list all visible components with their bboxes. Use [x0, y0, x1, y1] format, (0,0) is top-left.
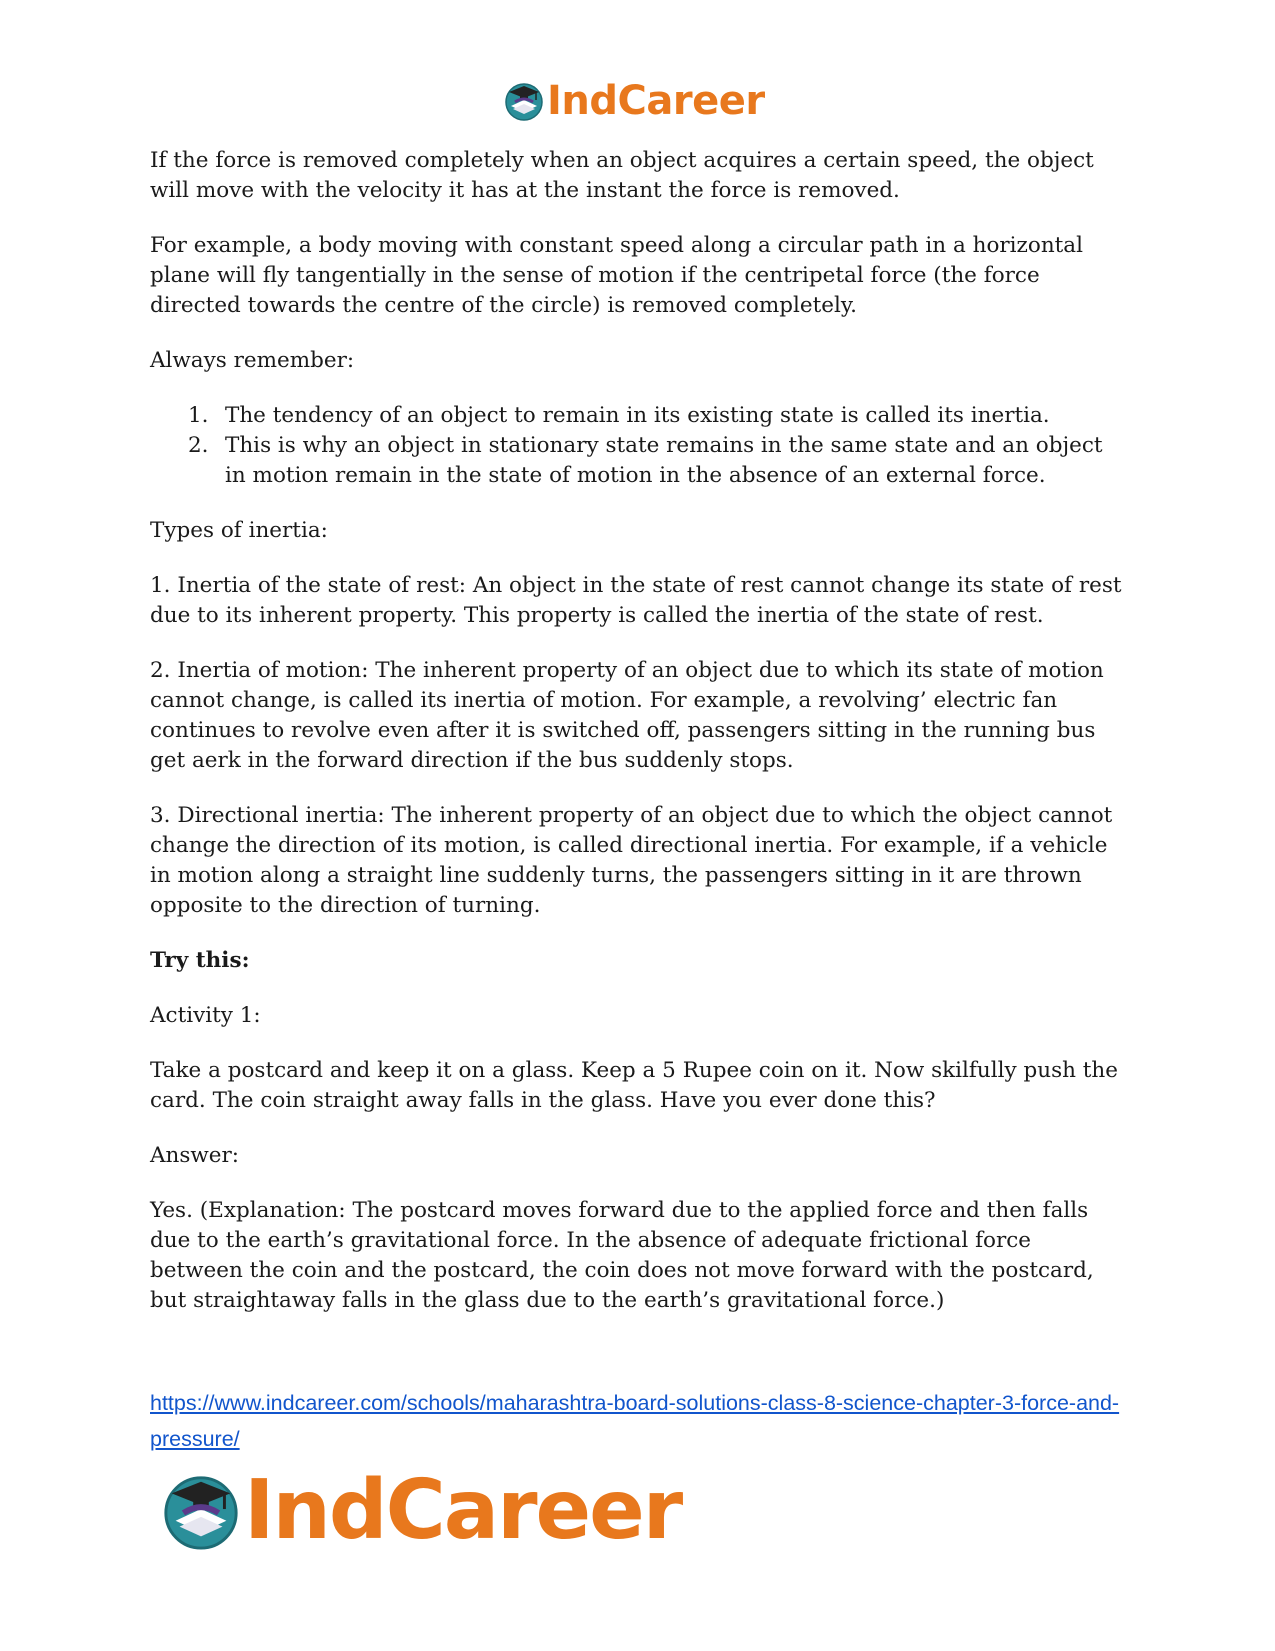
- types-heading: Types of inertia:: [150, 518, 328, 543]
- paragraph: Always remember:: [150, 348, 355, 373]
- remember-list: [150, 401, 1130, 491]
- paragraph: 1. Inertia of the state of rest: An object in the state of rest cannot change its state of rest due to its inherent property. This property is called the inertia of the state of rest.: [150, 573, 1122, 628]
- activity-task: Take a postcard and keep it on a glass. Keep a 5 Rupee coin on it. Now skilfully push the card. The coin straight away falls in the glass. Have you ever done this?: [150, 1058, 1119, 1113]
- answer-label: Answer:: [150, 1143, 240, 1168]
- globe-graduation-cap-book-icon: [503, 80, 545, 122]
- activity-label: Activity 1:: [150, 1003, 261, 1028]
- paragraph: If the force is removed completely when an object acquires a certain speed, the object will move with the velocity it has at the instant the force is removed.: [150, 148, 1094, 203]
- logo-text: IndCareer: [547, 78, 765, 124]
- paragraph: For example, a body moving with constant speed along a circular path in a horizontal plane will fly tangentially in the sense of motion if the centripetal force (the force directed towards the centre of the circle) is removed completely.: [150, 233, 1084, 318]
- list-text: This is why an object in stationary state remains in the same state and an object in motion remain in the state of motion in the absence of an external force.: [225, 433, 1103, 488]
- list-item: [150, 431, 1130, 491]
- footer-logo: [160, 1463, 682, 1558]
- list-item: [150, 401, 1130, 431]
- answer-text: Yes. (Explanation: The postcard moves forward due to the applied force and then falls due to the earth’s gravitational force. In the absence of adequate frictional force between the coin and the postcard, the coin does not move forward with the postcard, but straightaway falls in the glass due to the earth’s gravitational force.): [150, 1198, 1094, 1313]
- logo-text: IndCareer: [244, 1463, 682, 1558]
- header-logo: [503, 80, 765, 122]
- try-this-heading: Try this:: [150, 948, 250, 973]
- source-link[interactable]: https://www.indcareer.com/schools/maharashtra-board-solutions-class-8-science-chapter-3-force-and-pressure/: [150, 1391, 1120, 1451]
- paragraph: 3. Directional inertia: The inherent property of an object due to which the object cannot change the direction of its motion, is called directional inertia. For example, if a vehicle in motion along a straight line suddenly turns, the passengers sitting in it are thrown opposite to the direction of turning.: [150, 803, 1113, 918]
- list-number: 2.: [188, 433, 209, 458]
- list-number: 1.: [188, 403, 209, 428]
- paragraph: 2. Inertia of motion: The inherent property of an object due to which its state of motion cannot change, is called its inertia of motion. For example, a revolving’ electric fan continues to revolve even after it is switched off, passengers sitting in the running bus get aerk in the forward direction if the bus suddenly stops.: [150, 658, 1104, 773]
- list-text: The tendency of an object to remain in its existing state is called its inertia.: [225, 403, 1050, 428]
- main-content: [150, 146, 1130, 1341]
- globe-graduation-cap-book-icon: [160, 1470, 242, 1552]
